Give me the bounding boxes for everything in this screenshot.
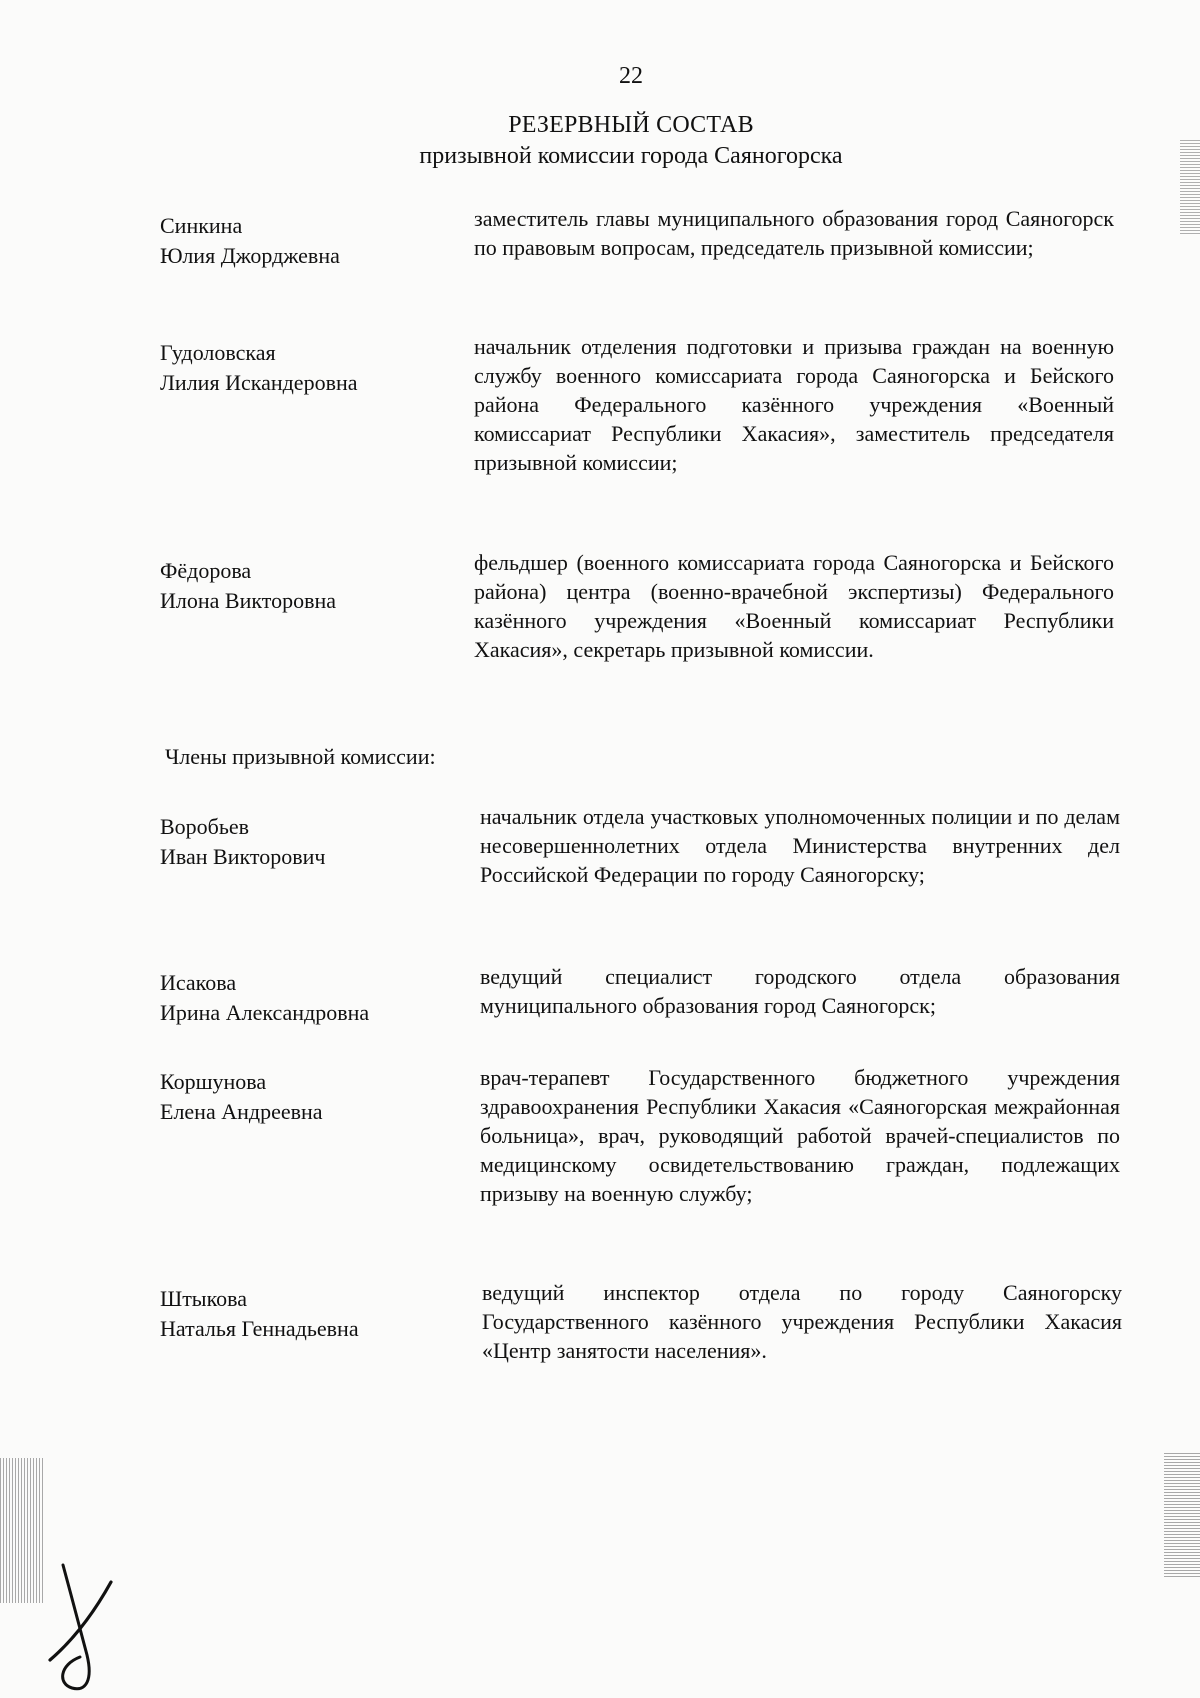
- person-name: [160, 1067, 460, 1127]
- person-name: [160, 812, 460, 872]
- person-given-names: Лилия Искандеровна: [160, 370, 358, 395]
- person-surname: Воробьев: [160, 814, 250, 839]
- document-subtitle: призывной комиссии города Саяногорска: [419, 143, 843, 169]
- person-name: [160, 556, 460, 616]
- scan-artifact: [1164, 1453, 1200, 1578]
- person-surname: Коршунова: [160, 1069, 267, 1094]
- person-surname: Гудоловская: [160, 340, 276, 365]
- page-number: 22: [619, 63, 643, 89]
- person-name: [160, 338, 460, 398]
- document-title: РЕЗЕРВНЫЙ СОСТАВ: [508, 112, 754, 138]
- person-role: фельдшер (военного комиссариата города Саяногорска и Бейского района) центра (военно-врачебной экспертизы) Федерального казённого учреждения «Военный комиссариат Республики Хакасия», секретарь призывной комиссии.: [474, 550, 1114, 662]
- person-given-names: Илона Викторовна: [160, 588, 336, 613]
- person-surname: Синкина: [160, 213, 243, 238]
- person-role: ведущий инспектор отдела по городу Саяногорску Государственного казённого учреждения Республики Хакасия «Центр занятости населения».: [482, 1280, 1122, 1363]
- person-role: ведущий специалист городского отдела образования муниципального образования город Саяногорск;: [480, 964, 1120, 1018]
- person-given-names: Елена Андреевна: [160, 1099, 323, 1124]
- person-given-names: Наталья Геннадьевна: [160, 1316, 359, 1341]
- person-name: [160, 968, 460, 1028]
- person-role: начальник отделения подготовки и призыва граждан на военную службу военного комиссариата города Саяногорска и Бейского района Федерального казённого учреждения «Военный комиссариат Республики Хакасия», заместитель председателя призывной комиссии;: [474, 334, 1114, 475]
- person-surname: Исакова: [160, 970, 237, 995]
- members-section-label: Члены призывной комиссии:: [165, 744, 436, 769]
- person-surname: Штыкова: [160, 1286, 248, 1311]
- handwritten-initial-signature: [35, 1560, 125, 1695]
- person-role: начальник отдела участковых уполномоченных полиции и по делам несовершеннолетних отдела Министерства внутренних дел Российской Федерации по городу Саяногорску;: [480, 804, 1120, 887]
- person-given-names: Иван Викторович: [160, 844, 326, 869]
- person-given-names: Юлия Джорджевна: [160, 243, 340, 268]
- person-surname: Фёдорова: [160, 558, 252, 583]
- person-role: врач-терапевт Государственного бюджетного учреждения здравоохранения Республики Хакасия «Саяногорская межрайонная больница», врач, руководящий работой врачей-специалистов по медицинскому освидетельствованию граждан, подлежащих призыву на военную службу;: [480, 1065, 1120, 1206]
- person-given-names: Ирина Александровна: [160, 1000, 370, 1025]
- person-name: [160, 1284, 460, 1344]
- person-role: заместитель главы муниципального образования город Саяногорск по правовым вопросам, председатель призывной комиссии;: [474, 206, 1114, 260]
- person-name: [160, 211, 460, 271]
